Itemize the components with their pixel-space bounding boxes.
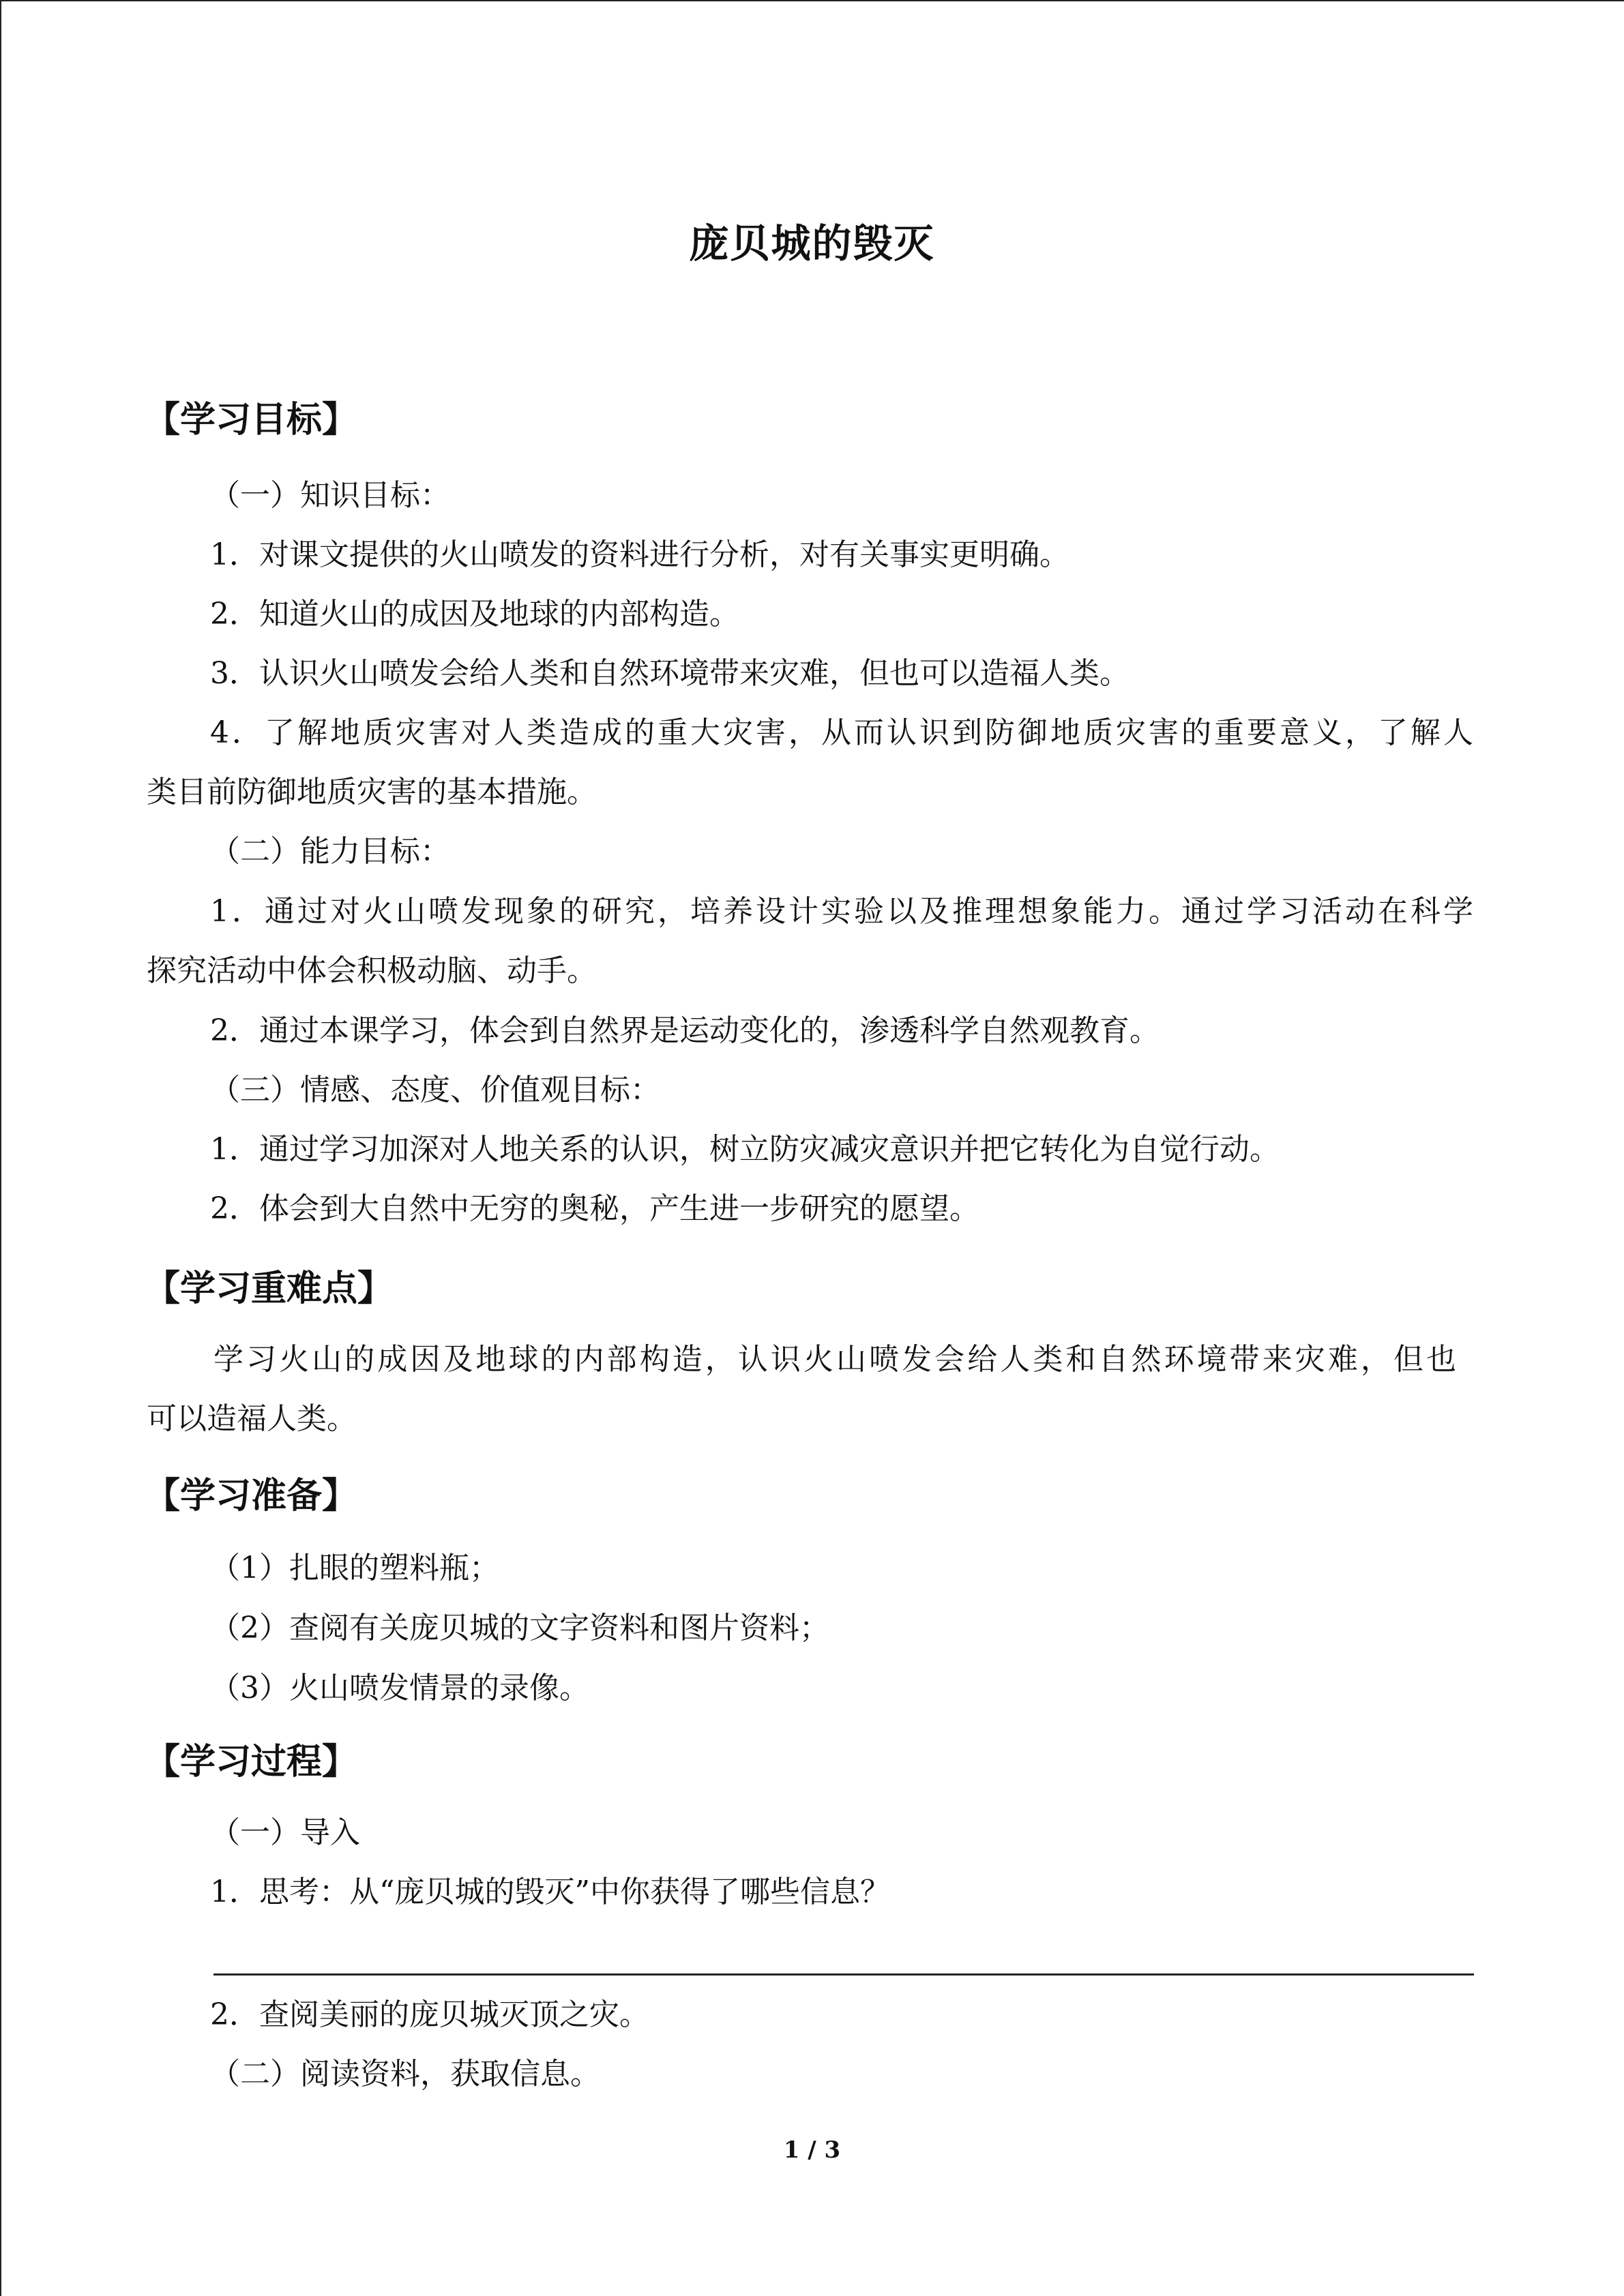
process-question-1: 1．思考：从“庞贝城的毁灭”中你获得了哪些信息？ (210, 1875, 890, 1909)
knowledge-goal-4-line-1: 4．了解地质灾害对人类造成的重大灾害，从而认识到防御地质灾害的重要意义，了解人 (210, 715, 1473, 750)
section-heading-goals: 【学习目标】 (145, 400, 358, 441)
emotion-goals-label: （三）情感、态度、价值观目标： (210, 1073, 660, 1107)
knowledge-goal-3: 3．认识火山喷发会给人类和自然环境带来灾难，但也可以造福人类。 (210, 656, 1130, 691)
emotion-goal-1: 1．通过学习加深对人地关系的认识，树立防灾减灾意识并把它转化为自觉行动。 (210, 1132, 1280, 1167)
ability-goal-2: 2．通过本课学习，体会到自然界是运动变化的，渗透科学自然观教育。 (210, 1013, 1160, 1048)
knowledge-goal-2: 2．知道火山的成因及地球的内部构造。 (210, 597, 739, 631)
answer-blank-line[interactable] (213, 1973, 1474, 1976)
knowledge-goal-1: 1．对课文提供的火山喷发的资料进行分析，对有关事实更明确。 (210, 537, 1069, 572)
page-title: 庞贝城的毁灭 (689, 220, 935, 267)
emotion-goal-2: 2．体会到大自然中无穷的奥秘，产生进一步研究的愿望。 (210, 1191, 979, 1226)
preparation-item-2: （2）查阅有关庞贝城的文字资料和图片资料； (210, 1611, 829, 1645)
knowledge-goals-label: （一）知识目标： (210, 478, 450, 513)
process-question-2: 2．查阅美丽的庞贝城灭顶之灾。 (210, 1997, 649, 2032)
key-points-line-2: 可以造福人类。 (147, 1401, 357, 1436)
preparation-item-3: （3）火山喷发情景的录像。 (210, 1671, 589, 1705)
section-heading-preparation: 【学习准备】 (145, 1476, 358, 1517)
page-number: 1 / 3 (783, 2136, 841, 2164)
knowledge-goal-4-line-2: 类目前防御地质灾害的基本措施。 (147, 775, 597, 809)
key-points-line-1: 学习火山的成因及地球的内部构造，认识火山喷发会给人类和自然环境带来灾难，但也 (213, 1342, 1456, 1377)
process-intro-label: （一）导入 (210, 1815, 360, 1850)
preparation-item-1: （1）扎眼的塑料瓶； (210, 1551, 499, 1585)
section-heading-key-points: 【学习重难点】 (145, 1268, 394, 1309)
ability-goals-label: （二）能力目标： (210, 834, 450, 869)
ability-goal-1-line-1: 1．通过对火山喷发现象的研究，培养设计实验以及推理想象能力。通过学习活动在科学 (210, 894, 1473, 929)
process-reading-label: （二）阅读资料，获取信息。 (210, 2057, 600, 2091)
section-heading-process: 【学习过程】 (145, 1742, 358, 1783)
ability-goal-1-line-2: 探究活动中体会积极动脑、动手。 (147, 953, 597, 988)
